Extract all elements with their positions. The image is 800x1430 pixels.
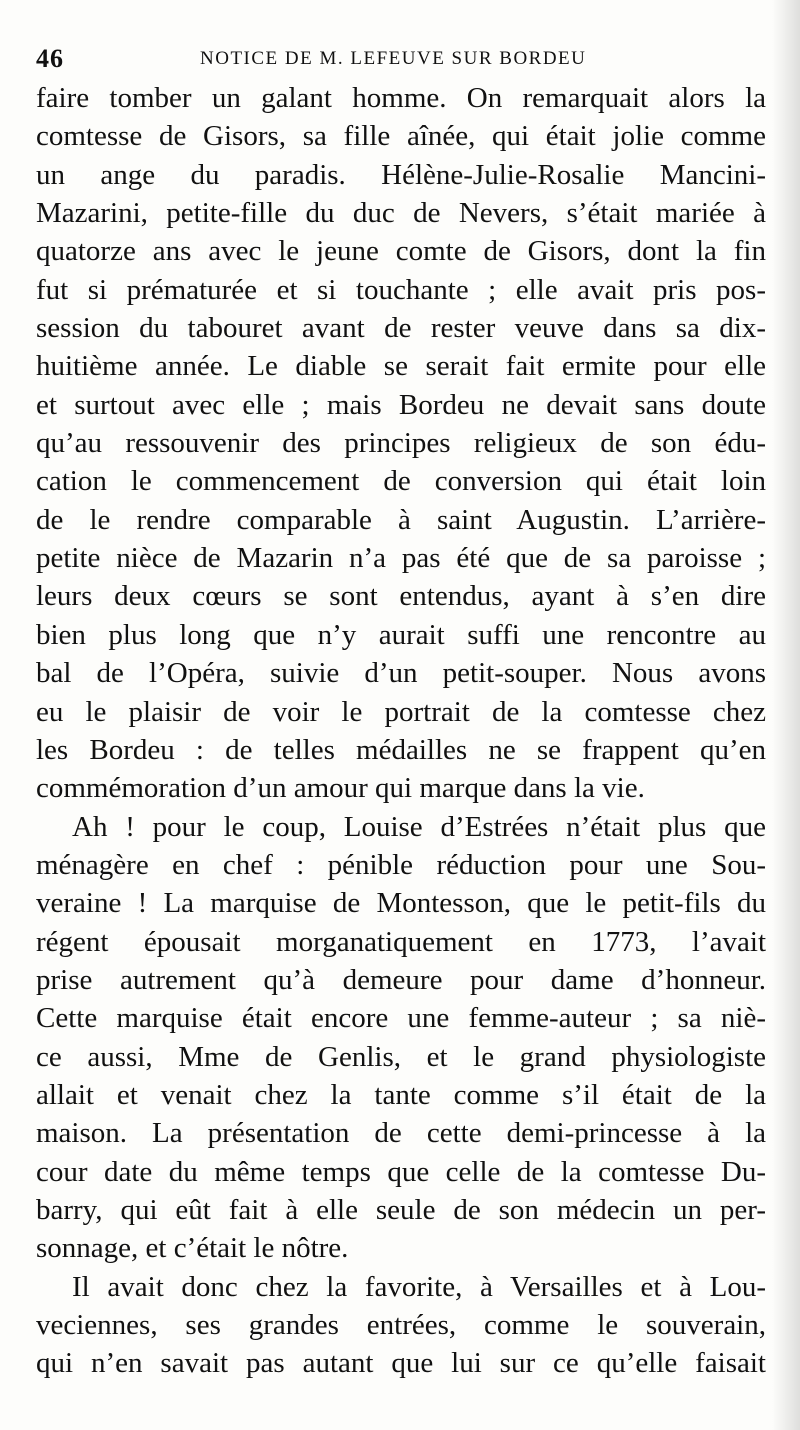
text-line: fut si prématurée et si touchante ; elle avait pris pos-: [36, 273, 766, 306]
text-line: sonnage, et c’était le nôtre.: [36, 1232, 349, 1265]
text-line: les Bordeu : de telles médailles ne se frappent qu’en: [36, 733, 766, 766]
text-line: huitième année. Le diable se serait fait ermite pour elle: [36, 350, 766, 383]
body-text: [36, 79, 766, 1383]
text-line: un ange du paradis. Hélène-Julie-Rosalie Mancini-: [36, 158, 766, 191]
text-line: maison. La présentation de cette demi-princesse à la: [36, 1117, 766, 1150]
page-header: [36, 40, 766, 74]
text-line: Cette marquise était encore une femme-auteur ; sa niè-: [36, 1002, 766, 1035]
text-line: qui n’en savait pas autant que lui sur ce qu’elle faisait: [36, 1347, 766, 1380]
text-line: Ah ! pour le coup, Louise d’Estrées n’était plus que: [72, 810, 766, 843]
page-edge-shadow: [772, 0, 800, 1430]
text-line: veraine ! La marquise de Montesson, que le petit-fils du: [36, 887, 766, 920]
text-line: Mazarini, petite-fille du duc de Nevers, s’était mariée à: [36, 197, 766, 230]
text-line: cour date du même temps que celle de la comtesse Du-: [36, 1155, 766, 1188]
text-line: de le rendre comparable à saint Augustin. L’arrière-: [36, 503, 766, 536]
text-line: veciennes, ses grandes entrées, comme le souverain,: [36, 1309, 766, 1341]
text-line: session du tabouret avant de rester veuve dans sa dix-: [36, 312, 766, 345]
text-line: comtesse de Gisors, sa fille aînée, qui était jolie comme: [36, 120, 766, 153]
text-line: allait et venait chez la tante comme s’il était de la: [36, 1078, 766, 1111]
text-line: eu le plaisir de voir le portrait de la comtesse chez: [36, 695, 766, 728]
text-line: petite nièce de Mazarin n’a pas été que de sa paroisse ;: [36, 542, 766, 575]
page-number: 46: [36, 44, 64, 73]
text-line: cation le commencement de conversion qui était loin: [36, 465, 766, 498]
text-line: faire tomber un galant homme. On remarquait alors la: [36, 82, 766, 114]
text-line: et surtout avec elle ; mais Bordeu ne devait sans doute: [36, 388, 766, 421]
text-line: commémoration d’un amour qui marque dans la vie.: [36, 772, 645, 805]
text-line: leurs deux cœurs se sont entendus, ayant à s’en dire: [36, 580, 766, 613]
text-line: Il avait donc chez la favorite, à Versailles et à Lou-: [72, 1270, 766, 1303]
text-line: quatorze ans avec le jeune comte de Gisors, dont la fin: [36, 235, 766, 268]
text-line: qu’au ressouvenir des principes religieux de son édu-: [36, 427, 766, 460]
text-line: barry, qui eût fait à elle seule de son médecin un per-: [36, 1193, 766, 1226]
text-line: bal de l’Opéra, suivie d’un petit-souper. Nous avons: [36, 657, 766, 690]
text-line: ménagère en chef : pénible réduction pour une Sou-: [36, 848, 766, 881]
text-line: ce aussi, Mme de Genlis, et le grand physiologiste: [36, 1040, 766, 1073]
text-line: prise autrement qu’à demeure pour dame d’honneur.: [36, 963, 766, 996]
text-line: régent épousait morganatiquement en 1773, l’avait: [36, 925, 766, 958]
text-line: bien plus long que n’y aurait suffi une rencontre au: [36, 618, 766, 651]
running-head: NOTICE DE M. LEFEUVE SUR BORDEU: [200, 48, 587, 69]
